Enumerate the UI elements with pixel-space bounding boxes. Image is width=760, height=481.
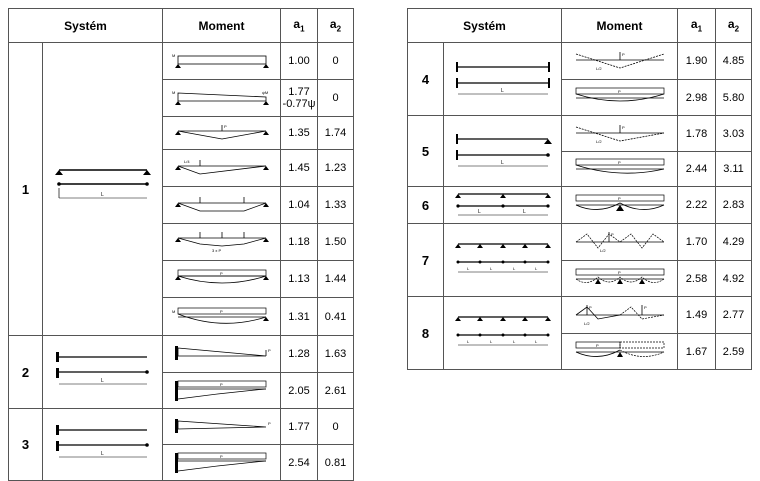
a2-value: 2.61 [318, 373, 354, 409]
header-a2: $a_2$ [716, 9, 752, 43]
svg-text:L: L [100, 450, 104, 457]
a2-value: 1.74 [318, 117, 354, 150]
moment-diagram-6-1 [562, 187, 678, 224]
svg-text:P: P [219, 453, 223, 459]
moment-diagram-1-6 [163, 224, 281, 261]
svg-text:M: M [171, 53, 175, 58]
svg-text:L/2: L/2 [583, 321, 590, 326]
system-number-3: 3 [9, 409, 43, 481]
a2-value: 3.11 [716, 152, 752, 187]
header-a1: $a_1$ [678, 9, 716, 43]
svg-text:3 x P: 3 x P [211, 248, 221, 253]
system-1-diagram [43, 43, 163, 336]
moment-diagram-2-1 [163, 336, 281, 373]
svg-text:L: L [489, 266, 492, 271]
svg-text:L: L [522, 209, 526, 215]
svg-text:L/4: L/4 [183, 159, 190, 164]
svg-text:P: P [219, 271, 223, 276]
system-number-4: 4 [408, 43, 444, 116]
svg-text:P: P [595, 342, 599, 348]
svg-text:L: L [534, 339, 537, 344]
header-moment: Moment [562, 9, 678, 43]
system-8-diagram [444, 297, 562, 370]
svg-text:L: L [534, 266, 537, 271]
system-number-2: 2 [9, 336, 43, 409]
a2-value: 0 [318, 43, 354, 80]
a1-value: 2.05 [281, 373, 318, 409]
a1-value: 2.58 [678, 261, 716, 297]
svg-text:L: L [500, 88, 504, 94]
a2-value: 2.59 [716, 334, 752, 370]
a2-value: 1.50 [318, 224, 354, 261]
svg-text:P: P [617, 160, 621, 165]
svg-text:M: M [171, 308, 175, 314]
a1-value: 1.45 [281, 150, 318, 187]
system-7-diagram [444, 224, 562, 297]
svg-text:P: P [617, 196, 621, 201]
svg-text:ψM: ψM [261, 90, 268, 95]
svg-text:P: P [621, 52, 625, 57]
moment-diagram-8-2 [562, 334, 678, 370]
a2-value: 4.29 [716, 224, 752, 261]
svg-text:L/2: L/2 [595, 138, 602, 144]
moment-diagram-1-3 [163, 117, 281, 150]
svg-text:L/2: L/2 [599, 248, 606, 253]
moment-diagram-1-4 [163, 150, 281, 187]
moment-diagram-7-2 [562, 261, 678, 297]
svg-text:L: L [466, 339, 469, 344]
header-moment: Moment [163, 9, 281, 43]
a1-value: 1.90 [678, 43, 716, 80]
moment-diagram-3-1 [163, 409, 281, 445]
a2-value: 1.23 [318, 150, 354, 187]
a1-value: 2.98 [678, 80, 716, 116]
a2-value: 0 [318, 80, 354, 117]
a2-value: 4.85 [716, 43, 752, 80]
svg-text:P: P [223, 124, 227, 129]
a1-value: 1.77 -0.77ψ [281, 80, 318, 117]
moment-diagram-7-1 [562, 224, 678, 261]
left-coefficient-table [8, 8, 354, 481]
system-3-diagram [43, 409, 163, 481]
svg-text:M: M [171, 90, 175, 95]
header-system: Systém [9, 9, 163, 43]
svg-text:P: P [617, 88, 621, 94]
system-number-1: 1 [9, 43, 43, 336]
a1-value: 1.00 [281, 43, 318, 80]
a2-value: 1.33 [318, 187, 354, 224]
moment-diagram-1-7 [163, 261, 281, 298]
system-number-8: 8 [408, 297, 444, 370]
right-coefficient-table [407, 8, 752, 370]
system-number-6: 6 [408, 187, 444, 224]
moment-diagram-1-1 [163, 43, 281, 80]
header-a1: $a_1$ [281, 9, 318, 43]
a1-value: 1.78 [678, 116, 716, 152]
system-number-5: 5 [408, 116, 444, 187]
svg-text:P: P [617, 269, 621, 275]
a2-value: 1.44 [318, 261, 354, 298]
moment-diagram-2-2 [163, 373, 281, 409]
a2-value: 5.80 [716, 80, 752, 116]
svg-text:L: L [466, 266, 469, 271]
a1-value: 1.77 [281, 409, 318, 445]
a1-value: 1.13 [281, 261, 318, 298]
a1-value: 1.31 [281, 298, 318, 336]
a1-value: 1.35 [281, 117, 318, 150]
system-4-diagram [444, 43, 562, 116]
a1-value: 2.54 [281, 445, 318, 481]
svg-text:L: L [500, 160, 504, 166]
a2-value: 0.81 [318, 445, 354, 481]
svg-text:P: P [588, 305, 592, 310]
a2-value: 0.41 [318, 298, 354, 336]
moment-diagram-4-1 [562, 43, 678, 80]
moment-diagram-5-2 [562, 152, 678, 187]
a1-value: 1.04 [281, 187, 318, 224]
header-a2: $a_2$ [318, 9, 354, 43]
a1-value: 2.22 [678, 187, 716, 224]
system-6-diagram [444, 187, 562, 224]
svg-text:P: P [219, 308, 223, 314]
svg-text:P: P [267, 348, 271, 353]
a2-value: 1.63 [318, 336, 354, 373]
a1-value: 1.49 [678, 297, 716, 334]
system-2-diagram [43, 336, 163, 409]
svg-text:P: P [610, 232, 614, 237]
a1-value: 1.70 [678, 224, 716, 261]
svg-text:P: P [621, 124, 625, 130]
system-5-diagram [444, 116, 562, 187]
a2-value: 3.03 [716, 116, 752, 152]
a2-value: 2.83 [716, 187, 752, 224]
moment-diagram-1-2 [163, 80, 281, 117]
moment-diagram-8-1 [562, 297, 678, 334]
header-system: Systém [408, 9, 562, 43]
a1-value: 1.28 [281, 336, 318, 373]
system-number-7: 7 [408, 224, 444, 297]
svg-text:L: L [100, 378, 104, 384]
moment-diagram-3-2 [163, 445, 281, 481]
a1-value: 1.67 [678, 334, 716, 370]
svg-text:L: L [512, 266, 515, 271]
a1-value: 1.18 [281, 224, 318, 261]
moment-diagram-1-5 [163, 187, 281, 224]
svg-text:L: L [100, 192, 104, 198]
moment-diagram-5-1 [562, 116, 678, 152]
a2-value: 0 [318, 409, 354, 445]
moment-diagram-1-8 [163, 298, 281, 336]
svg-text:L: L [477, 209, 481, 215]
svg-text:L: L [512, 339, 515, 344]
svg-text:P: P [643, 305, 647, 310]
a2-value: 2.77 [716, 297, 752, 334]
svg-text:L/2: L/2 [595, 66, 602, 71]
svg-text:P: P [267, 420, 271, 426]
a1-value: 2.44 [678, 152, 716, 187]
moment-diagram-4-2 [562, 80, 678, 116]
a2-value: 4.92 [716, 261, 752, 297]
svg-text:P: P [219, 381, 223, 387]
svg-text:L: L [489, 339, 492, 344]
